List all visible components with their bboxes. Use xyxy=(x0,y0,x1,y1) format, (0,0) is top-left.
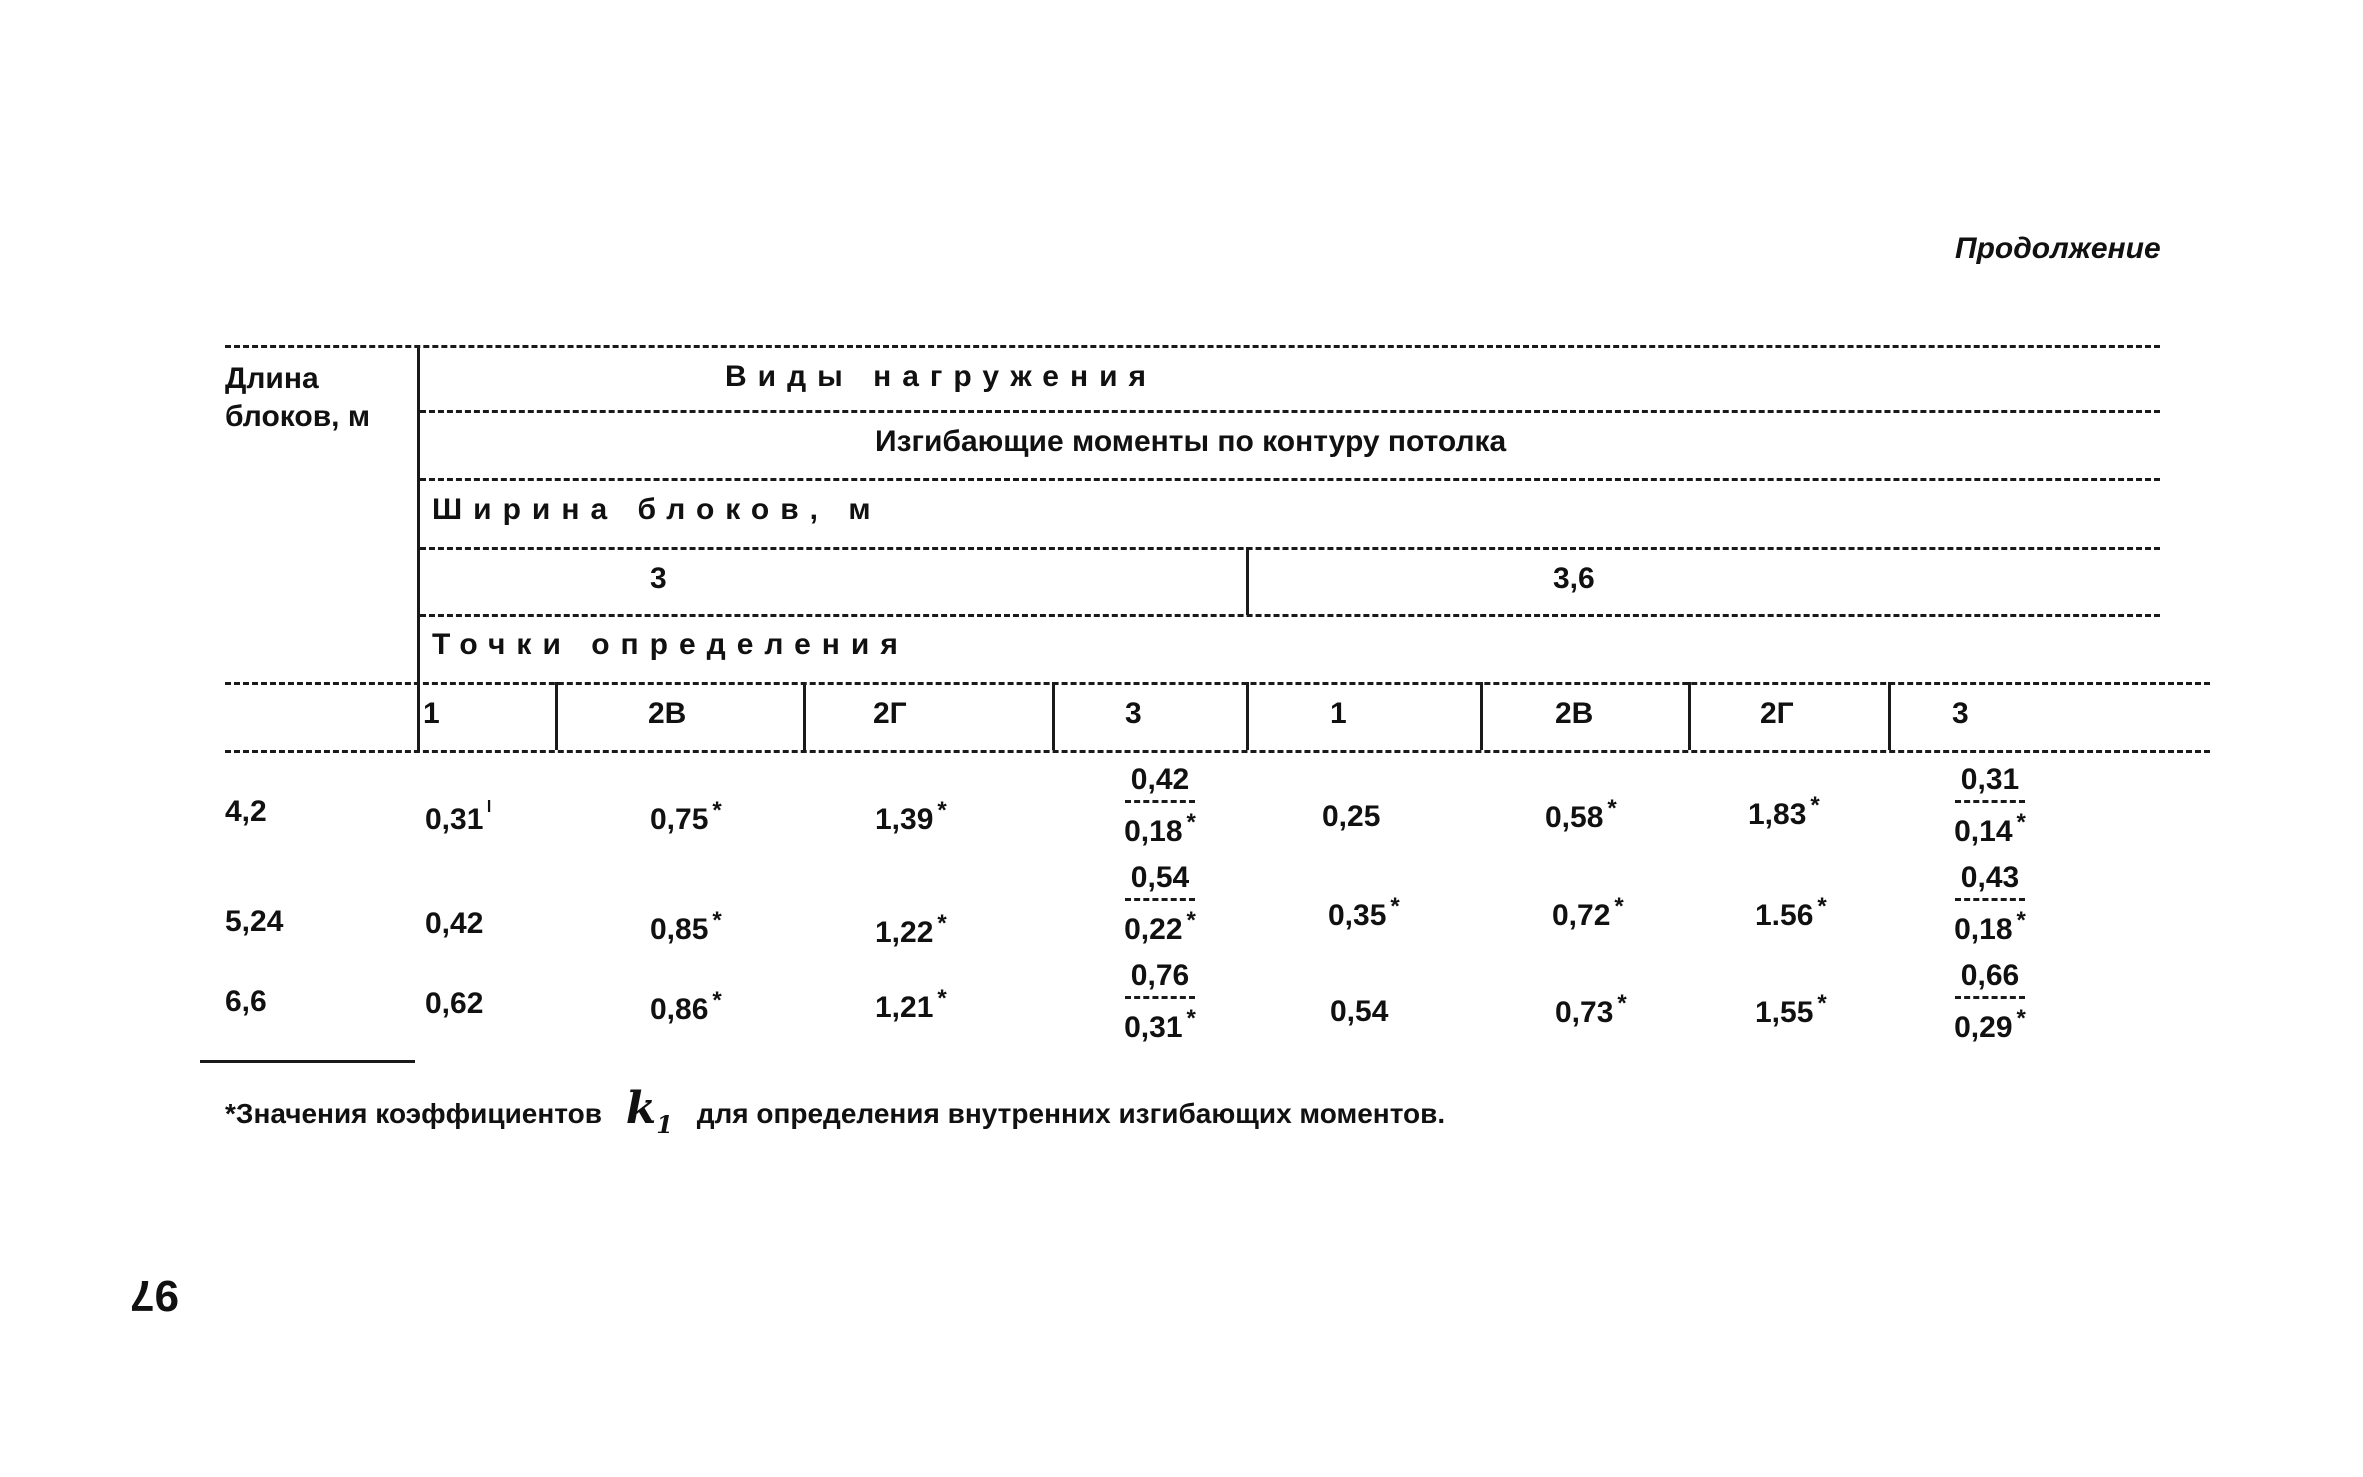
page-number: 97 xyxy=(130,1271,179,1320)
row-length: 4,2 xyxy=(225,795,267,828)
continuation-label: Продолжение xyxy=(1955,232,2161,265)
fraction-cell: 0,66 0,29 * xyxy=(1954,959,2026,1044)
point-header: 2В xyxy=(648,697,687,730)
rule-under-widths xyxy=(420,614,2160,617)
rule-under-moments xyxy=(420,478,2160,481)
table-cell: 0,73 * xyxy=(1555,990,1627,1029)
points-heading: Точки определения xyxy=(432,628,909,661)
table-cell: 0,58 * xyxy=(1545,795,1617,834)
point-header: 1 xyxy=(1330,697,1347,730)
table-cell: 0,25 xyxy=(1322,800,1381,833)
moments-heading: Изгибающие моменты по контуру потолка xyxy=(875,425,1507,458)
rule-below-points xyxy=(225,750,2210,753)
point-divider-6 xyxy=(1688,682,1691,750)
footnote-separator xyxy=(200,1060,415,1063)
point-divider-1 xyxy=(555,682,558,750)
table-cell: 0,86 * xyxy=(650,987,722,1026)
point-header: 3 xyxy=(1125,697,1142,730)
point-divider-3 xyxy=(1052,682,1055,750)
point-header: 1 xyxy=(423,697,440,730)
footnote-tail: для определения внутренних изгибающих моментов. xyxy=(696,1098,1446,1129)
load-types-heading: Виды нагружения xyxy=(725,360,1158,393)
footnote-lead: *Значения коэффициентов xyxy=(225,1098,602,1129)
fraction-cell: 0,31 0,14 * xyxy=(1954,763,2026,848)
width-heading: Ширина блоков, м xyxy=(432,493,882,526)
row-length: 6,6 xyxy=(225,985,267,1018)
fraction-cell: 0,42 0,18 * xyxy=(1124,763,1196,848)
table-cell: 1,22 * xyxy=(875,910,947,949)
table-cell: 0,85 * xyxy=(650,907,722,946)
table-cell: 0,72 * xyxy=(1552,893,1624,932)
row-header xyxy=(225,360,370,436)
stub-column-divider xyxy=(417,345,420,752)
row-header-line2: блоков, м xyxy=(225,400,371,433)
fraction-cell: 0,54 0,22 * xyxy=(1124,861,1196,946)
width-divider xyxy=(1246,547,1249,615)
table-cell: 0,75 * xyxy=(650,797,722,836)
table-cell: 1,39 * xyxy=(875,797,947,836)
point-divider-2 xyxy=(803,682,806,750)
k1-symbol: $k_1$ xyxy=(625,1083,673,1139)
width-3-6: 3,6 xyxy=(1553,562,1595,595)
table-cell: 1,55 * xyxy=(1755,990,1827,1029)
table-cell: 0,62 xyxy=(425,987,484,1020)
table-cell: 0,54 xyxy=(1330,995,1389,1028)
table-cell: 1,21 * xyxy=(875,985,947,1024)
point-header: 3 xyxy=(1952,697,1969,730)
table-cell: 0,42 xyxy=(425,907,484,940)
point-header: 2Г xyxy=(873,697,907,730)
fraction-cell: 0,76 0,31 * xyxy=(1124,959,1196,1044)
fraction-cell: 0,43 0,18 * xyxy=(1954,861,2026,946)
point-divider-7 xyxy=(1888,682,1891,750)
point-header: 2В xyxy=(1555,697,1594,730)
table-top-rule xyxy=(225,345,2160,348)
rule-above-points xyxy=(225,682,2210,685)
rule-under-width-label xyxy=(420,547,2160,550)
width-3: 3 xyxy=(650,562,667,595)
point-divider-4 xyxy=(1246,682,1249,750)
point-header: 2Г xyxy=(1760,697,1794,730)
rule-under-load-types xyxy=(420,410,2160,413)
row-header-line1: Длина xyxy=(225,362,319,395)
table-cell: 1,83 * xyxy=(1748,792,1820,831)
footnote xyxy=(225,1083,1445,1139)
table-cell: 0,31 $^ˡ$ xyxy=(425,797,491,836)
point-divider-5 xyxy=(1480,682,1483,750)
table-cell: 1.56 * xyxy=(1755,893,1827,932)
row-length: 5,24 xyxy=(225,905,284,938)
table-cell: 0,35 * xyxy=(1328,893,1400,932)
